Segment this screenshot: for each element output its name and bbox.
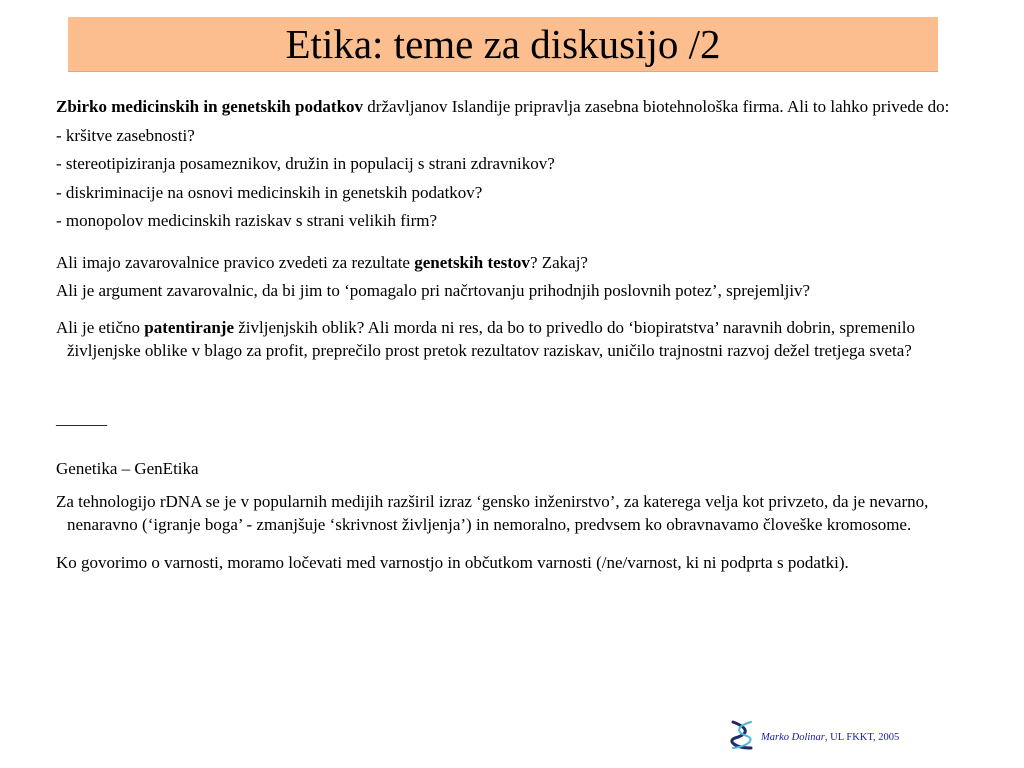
- bullet-item: - monopolov medicinskih raziskav s strani velikih firm?: [56, 211, 438, 230]
- bullet-item: - kršitve zasebnosti?: [56, 125, 195, 145]
- paragraph-patenting: Ali je etično patentiranje življenjskih oblik? Ali morda ni res, da bo to privedlo do ‘biopiratstva’ naravnih dobrin, spremenilo življenjske oblike v blago za profit, preprečilo prost pretok rezultatov raziskav, uničilo trajnostni razvoj dežel tretjega sveta?: [56, 317, 915, 360]
- paragraph-genetics-genethics: Genetika – GenEtika: [56, 459, 199, 478]
- paragraph-database: Zbirko medicinskih in genetskih podatkov državljanov Islandije pripravlja zasebna biotehnološka firma. Ali to lahko privede do:: [56, 97, 950, 116]
- footer-credit: Marko Dolinar, UL FKKT, 2005: [761, 732, 900, 743]
- footer: [729, 720, 899, 755]
- bold-phrase: patentiranje: [144, 317, 234, 337]
- footer-author: Marko Dolinar: [761, 732, 825, 743]
- slide-title: Etika: teme za diskusijo /2: [285, 20, 721, 67]
- bullet-item: - diskriminacije na osnovi medicinskih in genetskih podatkov?: [56, 182, 483, 202]
- paragraph-rdna: Za tehnologijo rDNA se je v popularnih medijih razširil izraz ‘gensko inženirstvo’, za katerega velja kot privzeto, da je nevarno, nenaravno (‘igranje boga’ - zmanjšuje ‘skrivnost življenja’) in nemoralno, predvsem ko obravnavamo človeške kromosome.: [56, 491, 929, 534]
- title-banner: [68, 17, 938, 72]
- paragraph-safety: Ko govorimo o varnosti, moramo ločevati med varnostjo in občutkom varnosti (/ne/varnost, ki ni podprta s podatki).: [56, 552, 849, 572]
- paragraph-insurance: Ali imajo zavarovalnice pravico zvedeti za rezultate genetskih testov? Zakaj?: [56, 252, 588, 272]
- slide-body: [56, 95, 976, 579]
- dna-helix-icon: [729, 720, 755, 755]
- bullet-item: - stereotipiziranja posameznikov, družin in populacij s strani zdravnikov?: [56, 154, 555, 173]
- separator-line: ______: [56, 408, 107, 428]
- bold-phrase: Zbirko medicinskih in genetskih podatkov: [56, 97, 364, 116]
- bold-phrase: genetskih testov: [414, 252, 530, 272]
- paragraph-insurance-argument: Ali je argument zavarovalnic, da bi jim to ‘pomagalo pri načrtovanju prihodnjih poslovnih potez’, sprejemljiv?: [56, 281, 811, 300]
